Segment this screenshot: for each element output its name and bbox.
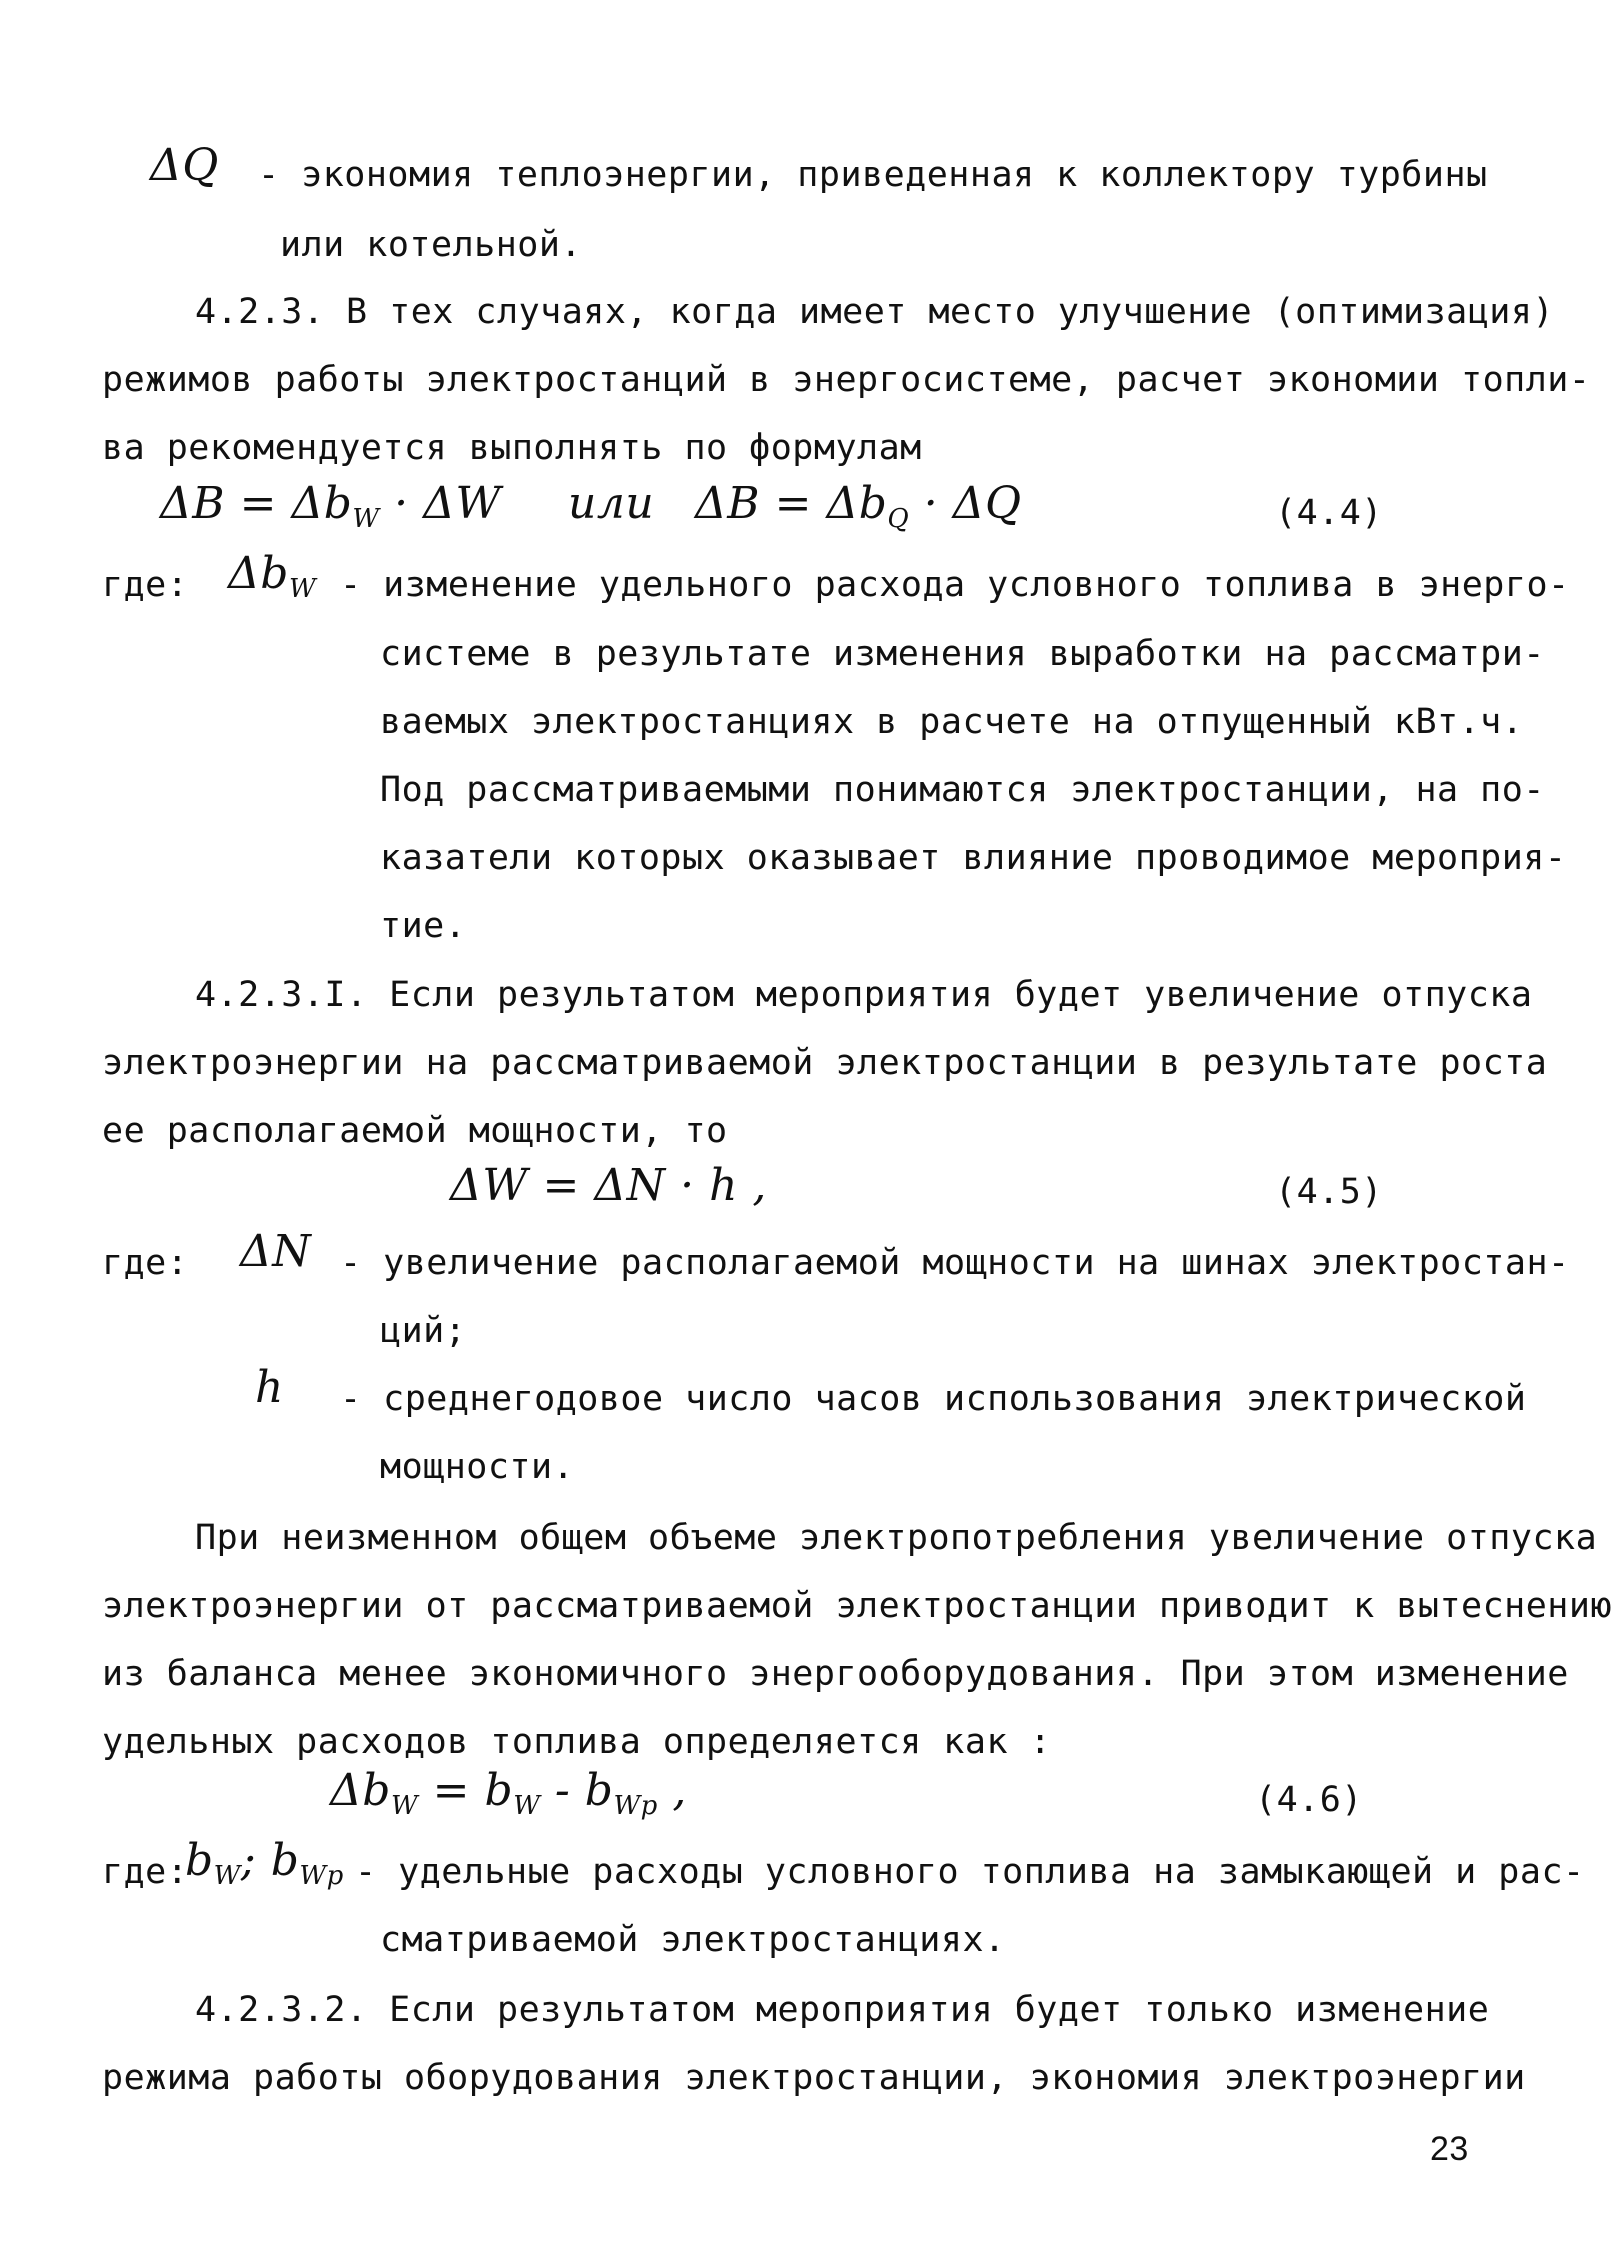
def-dq-line1: - экономия теплоэнергии, приведенная к коллектору турбины (258, 155, 1488, 195)
equation-4-6: $\Delta b_W = b_W - b_{Wp}$ , (330, 1765, 687, 1821)
symbol-h: h (255, 1362, 284, 1413)
page-number: 23 (1430, 2130, 1469, 2168)
para-const-line1: При неизменном общем объеме электропотребления увеличение отпуска (195, 1518, 1598, 1558)
where-45-gde: где: (102, 1243, 189, 1283)
equation-4-6-number: (4.6) (1255, 1780, 1363, 1820)
where-45-line2: ций; (380, 1311, 467, 1351)
where-44-line4: Под рассматриваемыми понимаются электростанции, на по- (380, 770, 1545, 810)
para-const-line4: удельных расходов топлива определяется как : (102, 1722, 1052, 1762)
where-44-line1: - изменение удельного расхода условного топлива в энерго- (340, 565, 1570, 605)
para-423-line1: 4.2.3. В тех случаях, когда имеет место улучшение (оптимизация) (195, 292, 1555, 332)
equation-4-4-number: (4.4) (1275, 493, 1383, 533)
equation-4-4-or: или (568, 478, 655, 529)
symbol-delta-q: ΔQ (150, 140, 219, 191)
symbol-delta-n: ΔN (240, 1226, 312, 1277)
para-const-line2: электроэнергии от рассматриваемой электростанции приводит к вытеснению (102, 1586, 1613, 1626)
where-44-line5: казатели которых оказывает влияние проводимое мероприя- (380, 838, 1567, 878)
symbol-bw-bwp: $b_W$; $b_{Wp}$ (185, 1835, 344, 1891)
para-const-line3: из баланса менее экономичного энергооборудования. При этом изменение (102, 1654, 1569, 1694)
where-46-gde: где: (102, 1852, 189, 1892)
where-44-line2: системе в результате изменения выработки на рассматри- (380, 634, 1545, 674)
where-44-line3: ваемых электростанциях в расчете на отпущенный кВт.ч. (380, 702, 1524, 742)
where-46-line2: сматриваемой электростанциях. (380, 1920, 1006, 1960)
def-dq-line2: или котельной. (280, 225, 583, 265)
para-423-line3: ва рекомендуется выполнять по формулам (102, 428, 922, 468)
para-423-line2: режимов работы электростанций в энергосистеме, расчет экономии топли- (102, 360, 1591, 400)
where-45-line4: мощности. (380, 1447, 575, 1487)
where-46-line1: - удельные расходы условного топлива на замыкающей и рас- (355, 1852, 1585, 1892)
symbol-delta-bw: $\Delta b_W$ (228, 548, 317, 604)
para-4231-line2: электроэнергии на рассматриваемой электростанции в результате роста (102, 1043, 1548, 1083)
equation-4-5-number: (4.5) (1275, 1172, 1383, 1212)
para-4231-line1: 4.2.3.I. Если результатом мероприятия будет увеличение отпуска (195, 975, 1533, 1015)
para-4232-line1: 4.2.3.2. Если результатом мероприятия будет только изменение (195, 1990, 1490, 2030)
where-45-line1: - увеличение располагаемой мощности на шинах электростан- (340, 1243, 1570, 1283)
equation-4-4-b: $\Delta B = \Delta b_Q \cdot \Delta Q$ (695, 478, 1022, 534)
where-44-line6: тие. (380, 906, 467, 946)
where-45-line3: - среднегодовое число часов использования электрической (340, 1379, 1527, 1419)
equation-4-4-a: $\Delta B = \Delta b_W \cdot \Delta W$ (160, 478, 502, 534)
para-4232-line2: режима работы оборудования электростанции, экономия электроэнергии (102, 2058, 1526, 2098)
para-4231-line3: ее располагаемой мощности, то (102, 1111, 728, 1151)
where-44-gde: где: (102, 565, 189, 605)
equation-4-5: ΔW = ΔN · h , (450, 1160, 767, 1211)
